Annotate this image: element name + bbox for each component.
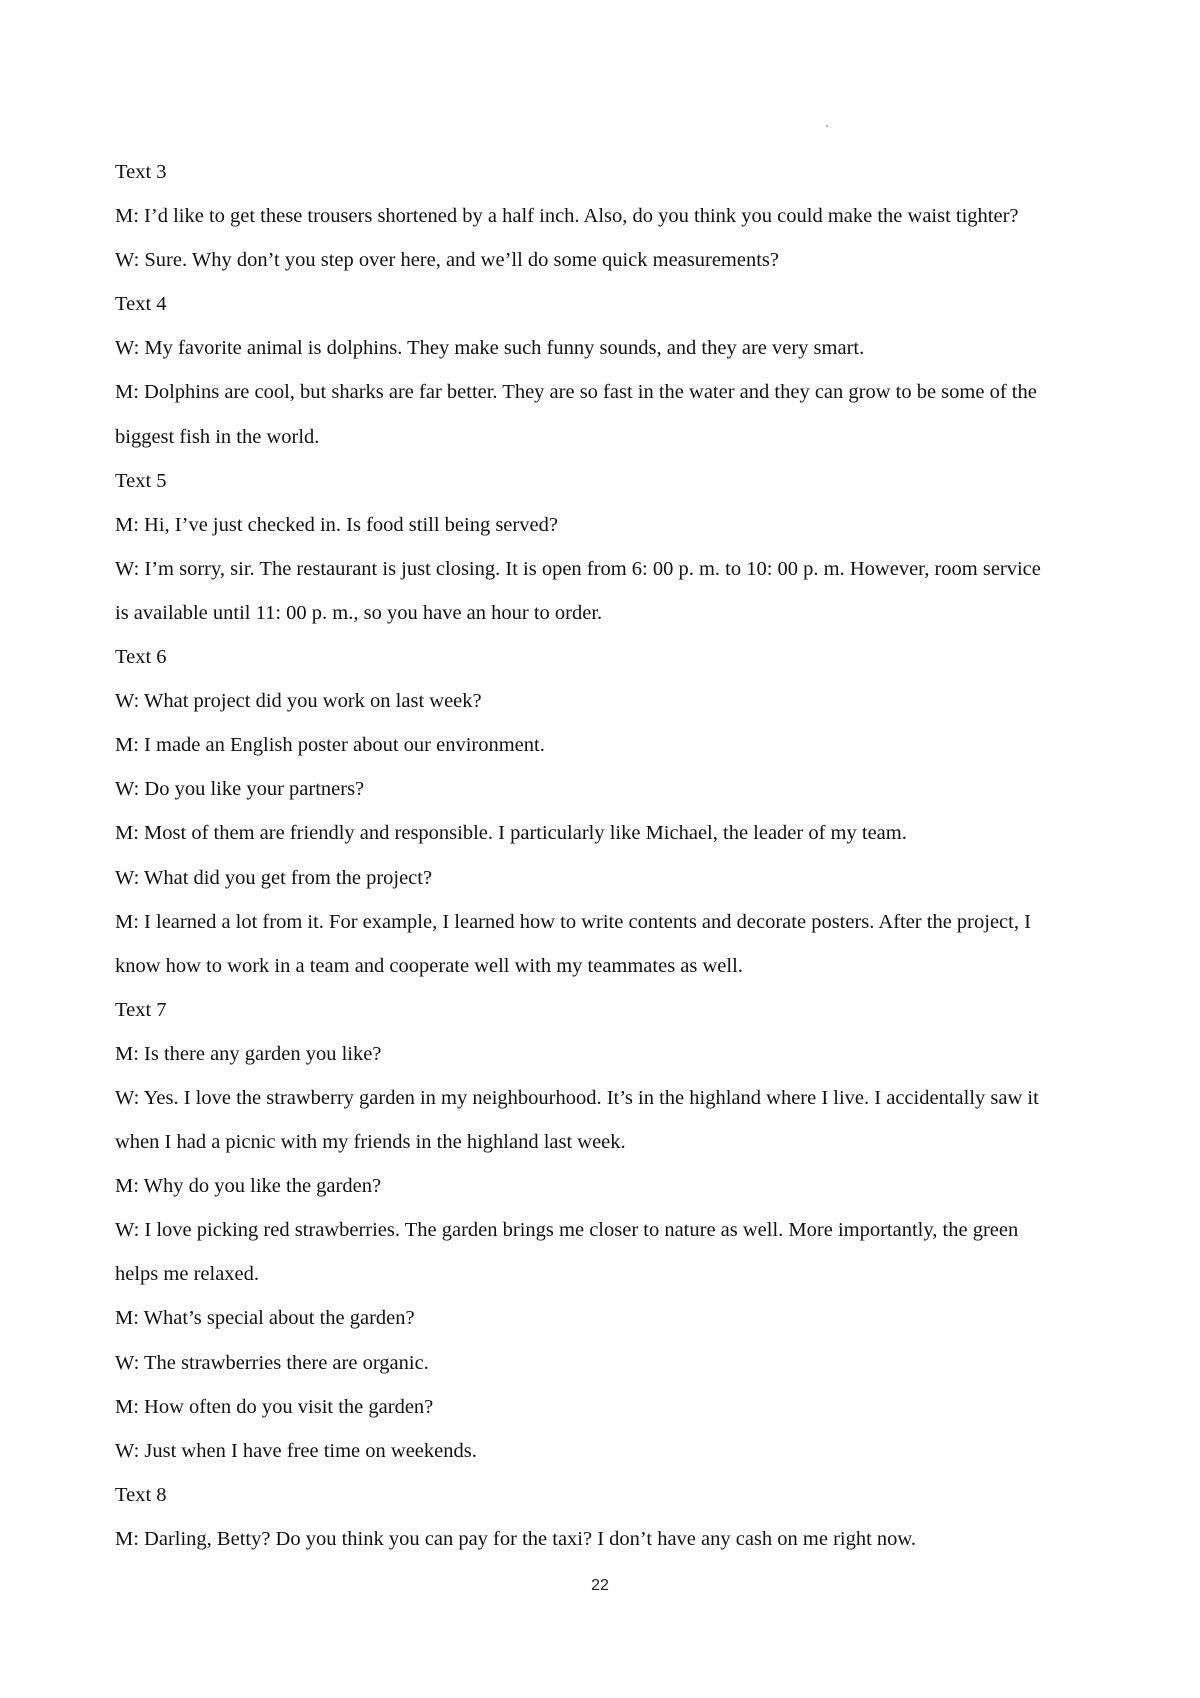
transcript-line: W: What project did you work on last week? — [115, 690, 482, 713]
transcript-line: W: I’m sorry, sir. The restaurant is just closing. It is open from 6: 00 p. m. to 10: 00 p. m. However, room service — [115, 557, 1041, 580]
transcript-line: when I had a picnic with my friends in the highland last week. — [115, 1131, 626, 1154]
transcript-line: W: Sure. Why don’t you step over here, and we’ll do some quick measurements? — [115, 249, 779, 272]
section-heading-text-4: Text 4 — [115, 293, 167, 316]
section-heading-text-7: Text 7 — [115, 998, 167, 1021]
transcript-line: W: Do you like your partners? — [115, 778, 365, 801]
transcript-line: M: I’d like to get these trousers shortened by a half inch. Also, do you think you could make the waist tighter? — [115, 205, 1019, 228]
transcript-line: W: Just when I have free time on weekends. — [115, 1439, 477, 1462]
stray-dot — [826, 125, 828, 127]
section-heading-text-8: Text 8 — [115, 1483, 167, 1506]
transcript-line: M: Dolphins are cool, but sharks are far better. They are so fast in the water and they can grow to be some of the — [115, 381, 1037, 404]
transcript-line: M: What’s special about the garden? — [115, 1307, 415, 1330]
transcript-line: M: I made an English poster about our environment. — [115, 734, 545, 757]
transcript-line: M: Darling, Betty? Do you think you can pay for the taxi? I don’t have any cash on me right now. — [115, 1527, 917, 1550]
transcript-line: M: Is there any garden you like? — [115, 1042, 382, 1065]
section-heading-text-5: Text 5 — [115, 469, 167, 492]
transcript-body — [115, 150, 1095, 1561]
transcript-line: W: The strawberries there are organic. — [115, 1351, 429, 1374]
section-heading-text-3: Text 3 — [115, 161, 167, 183]
transcript-line: biggest fish in the world. — [115, 425, 320, 448]
transcript-line: W: My favorite animal is dolphins. They make such funny sounds, and they are very smart. — [115, 337, 865, 360]
transcript-line: M: How often do you visit the garden? — [115, 1395, 434, 1418]
transcript-line: W: I love picking red strawberries. The garden brings me closer to nature as well. More importantly, the green — [115, 1219, 1019, 1242]
transcript-line: W: What did you get from the project? — [115, 866, 433, 889]
transcript-line: M: I learned a lot from it. For example, I learned how to write contents and decorate posters. After the project, I — [115, 910, 1031, 933]
transcript-line: know how to work in a team and cooperate well with my teammates as well. — [115, 954, 743, 977]
transcript-line: M: Hi, I’ve just checked in. Is food still being served? — [115, 513, 558, 536]
section-heading-text-6: Text 6 — [115, 646, 167, 669]
page-number: 22 — [591, 1577, 609, 1594]
transcript-line: W: Yes. I love the strawberry garden in my neighbourhood. It’s in the highland where I live. I accidentally saw it — [115, 1086, 1039, 1109]
transcript-line: M: Most of them are friendly and responsible. I particularly like Michael, the leader of my team. — [115, 822, 907, 845]
transcript-line: M: Why do you like the garden? — [115, 1175, 382, 1198]
transcript-line: helps me relaxed. — [115, 1263, 260, 1286]
transcript-line: is available until 11: 00 p. m., so you have an hour to order. — [115, 601, 603, 624]
